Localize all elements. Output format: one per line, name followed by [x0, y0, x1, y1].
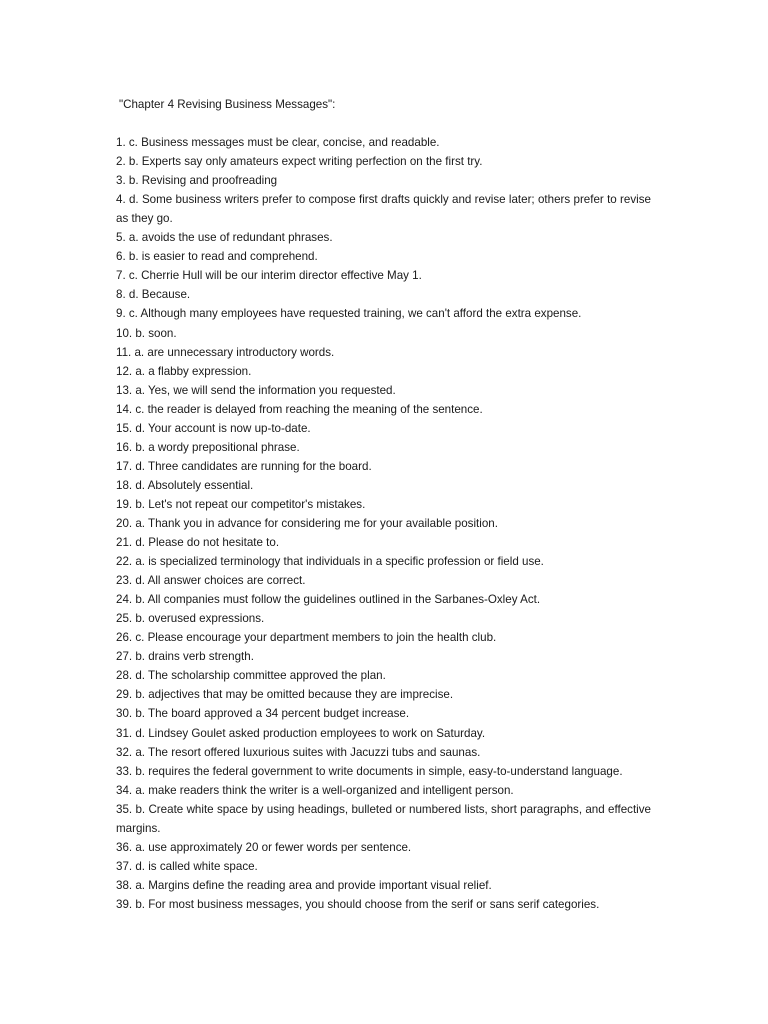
- answer-item: 33. b. requires the federal government to write documents in simple, easy-to-understand language.: [116, 764, 623, 778]
- answer-item: 13. a. Yes, we will send the information you requested.: [116, 383, 396, 397]
- answer-item: 39. b. For most business messages, you should choose from the serif or sans serif categories.: [116, 897, 600, 911]
- answer-item: 14. c. the reader is delayed from reaching the meaning of the sentence.: [116, 402, 483, 416]
- answer-item: 11. a. are unnecessary introductory words.: [116, 345, 335, 359]
- answer-item: 5. a. avoids the use of redundant phrases.: [116, 231, 333, 245]
- answer-item: 22. a. is specialized terminology that individuals in a specific profession or field use.: [116, 555, 544, 569]
- document-page: [116, 95, 651, 914]
- answer-item: 10. b. soon.: [116, 326, 177, 340]
- answer-item: 4. d. Some business writers prefer to compose first drafts quickly and revise later; others prefer to revise as they go.: [116, 193, 651, 226]
- answer-item: 29. b. adjectives that may be omitted because they are imprecise.: [116, 688, 454, 702]
- answer-item: 21. d. Please do not hesitate to.: [116, 536, 280, 550]
- answer-item: 34. a. make readers think the writer is a well-organized and intelligent person.: [116, 783, 514, 797]
- answer-item: 6. b. is easier to read and comprehend.: [116, 250, 318, 264]
- answer-item: 7. c. Cherrie Hull will be our interim director effective May 1.: [116, 269, 422, 283]
- answer-item: 20. a. Thank you in advance for considering me for your available position.: [116, 516, 498, 530]
- answer-item: 16. b. a wordy prepositional phrase.: [116, 440, 300, 454]
- answer-item: 24. b. All companies must follow the guidelines outlined in the Sarbanes-Oxley Act.: [116, 593, 541, 607]
- answer-item: 25. b. overused expressions.: [116, 612, 265, 626]
- answer-item: 3. b. Revising and proofreading: [116, 174, 278, 188]
- answer-item: 12. a. a flabby expression.: [116, 364, 252, 378]
- answer-item: 9. c. Although many employees have requested training, we can't afford the extra expense.: [116, 307, 582, 321]
- answer-item: 37. d. is called white space.: [116, 859, 258, 873]
- answer-item: 23. d. All answer choices are correct.: [116, 574, 306, 588]
- answer-item: 18. d. Absolutely essential.: [116, 478, 254, 492]
- answer-item: 38. a. Margins define the reading area and provide important visual relief.: [116, 878, 492, 892]
- answer-item: 17. d. Three candidates are running for the board.: [116, 459, 372, 473]
- answer-item: 19. b. Let's not repeat our competitor's mistakes.: [116, 497, 366, 511]
- answer-item: 36. a. use approximately 20 or fewer words per sentence.: [116, 840, 412, 854]
- document-title: "Chapter 4 Revising Business Messages":: [119, 98, 336, 111]
- answer-item: 27. b. drains verb strength.: [116, 650, 254, 664]
- answer-item: 28. d. The scholarship committee approved the plan.: [116, 669, 386, 683]
- answer-item: 8. d. Because.: [116, 288, 191, 302]
- answer-item: 1. c. Business messages must be clear, concise, and readable.: [116, 136, 440, 150]
- answer-item: 15. d. Your account is now up-to-date.: [116, 421, 311, 435]
- answer-item: 2. b. Experts say only amateurs expect writing perfection on the first try.: [116, 155, 483, 169]
- answer-item: 31. d. Lindsey Goulet asked production employees to work on Saturday.: [116, 726, 486, 740]
- answer-item: 35. b. Create white space by using headings, bulleted or numbered lists, short paragraphs, and effective margins.: [116, 802, 651, 835]
- answer-item: 32. a. The resort offered luxurious suites with Jacuzzi tubs and saunas.: [116, 745, 481, 759]
- answer-list: [116, 133, 651, 914]
- answer-item: 26. c. Please encourage your department members to join the health club.: [116, 631, 497, 645]
- answer-item: 30. b. The board approved a 34 percent budget increase.: [116, 707, 410, 721]
